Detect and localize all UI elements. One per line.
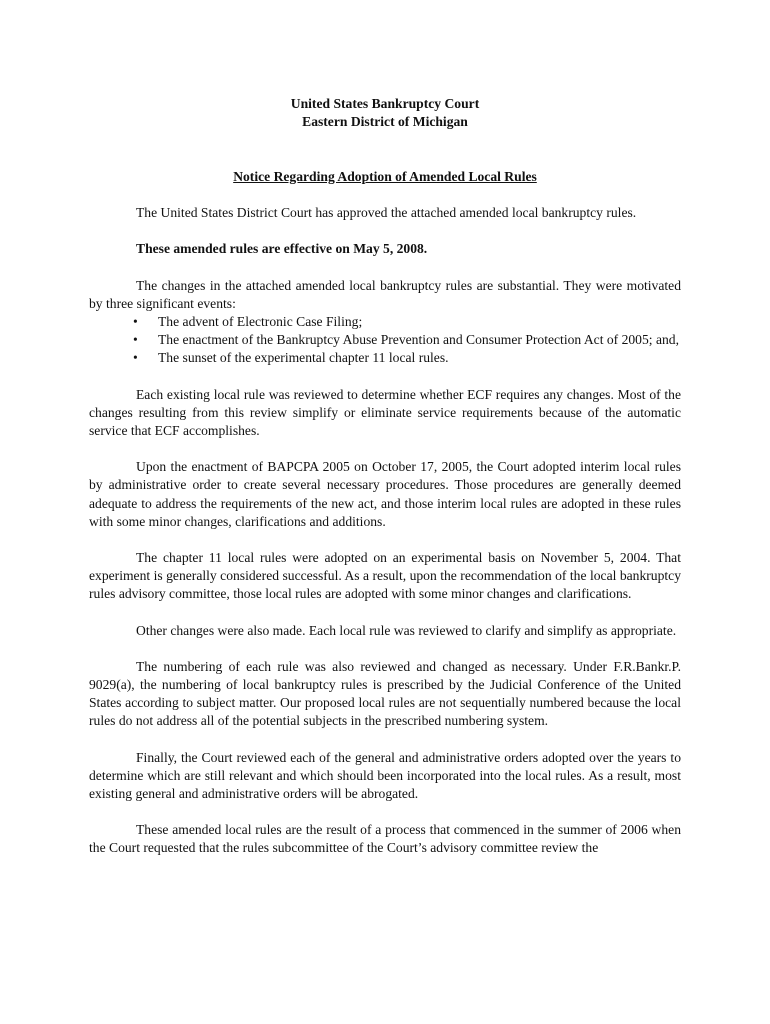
court-header [89, 95, 681, 131]
document-page [89, 95, 681, 858]
body-paragraph-chapter11: The chapter 11 local rules were adopted on an experimental basis on November 5, 2004. That experiment is generally considered successful. As a result, upon the recommendation of the local bankruptcy rules advisory committee, those local rules are adopted with some minor changes and clarifications. [89, 550, 681, 602]
bullet-icon: • [133, 350, 138, 366]
changes-intro-paragraph: The changes in the attached amended local bankruptcy rules are substantial. They were motivated by three significant events: [89, 277, 681, 311]
list-item [133, 331, 681, 349]
bullet-icon: • [133, 314, 138, 330]
body-paragraph-process: These amended local rules are the result of a process that commenced in the summer of 2006 when the Court requested that the rules subcommittee of the Court’s advisory committee review the [89, 822, 681, 856]
list-item [133, 313, 681, 331]
list-item [133, 349, 681, 367]
body-paragraph-other-changes: Other changes were also made. Each local rule was reviewed to clarify and simplify as appropriate. [136, 622, 677, 638]
body-paragraph-numbering: The numbering of each rule was also reviewed and changed as necessary. Under F.R.Bankr.P. 9029(a), the numbering of local bankruptcy rules is prescribed by the Judicial Conference of the United States according to subject matter. Our proposed local rules are not sequentially numbered because the local rules do not address all of the potential subjects in the prescribed numbering system. [89, 658, 681, 729]
notice-title: Notice Regarding Adoption of Amended Local Rules [233, 169, 537, 184]
list-item-text: The sunset of the experimental chapter 11 local rules. [158, 350, 449, 366]
list-item-text: The enactment of the Bankruptcy Abuse Prevention and Consumer Protection Act of 2005; and, [158, 332, 679, 348]
court-name: United States Bankruptcy Court [290, 96, 480, 111]
events-list [89, 313, 681, 368]
intro-paragraph: The United States District Court has approved the attached amended local bankruptcy rules. [136, 205, 637, 221]
body-paragraph-bapcpa: Upon the enactment of BAPCPA 2005 on October 17, 2005, the Court adopted interim local rules by administrative order to create several necessary procedures. Those procedures are generally deemed adequate to address the requirements of the new act, and those interim local rules are adopted in these rules with some minor changes, clarifications and additions. [89, 459, 681, 529]
body-paragraph-ecf: Each existing local rule was reviewed to determine whether ECF requires any changes. Most of the changes resulting from this review simplify or eliminate service requirements because of the automatic service that ECF accomplishes. [89, 386, 681, 439]
list-item-text: The advent of Electronic Case Filing; [158, 314, 363, 330]
bullet-icon: • [133, 332, 138, 348]
effective-date-paragraph: These amended rules are effective on May 5, 2008. [136, 241, 428, 257]
district-name: Eastern District of Michigan [302, 114, 468, 129]
body-paragraph-orders: Finally, the Court reviewed each of the general and administrative orders adopted over the years to determine which are still relevant and which should been incorporated into the local rules. As a result, most existing general and administrative orders will be abrogated. [89, 749, 681, 802]
